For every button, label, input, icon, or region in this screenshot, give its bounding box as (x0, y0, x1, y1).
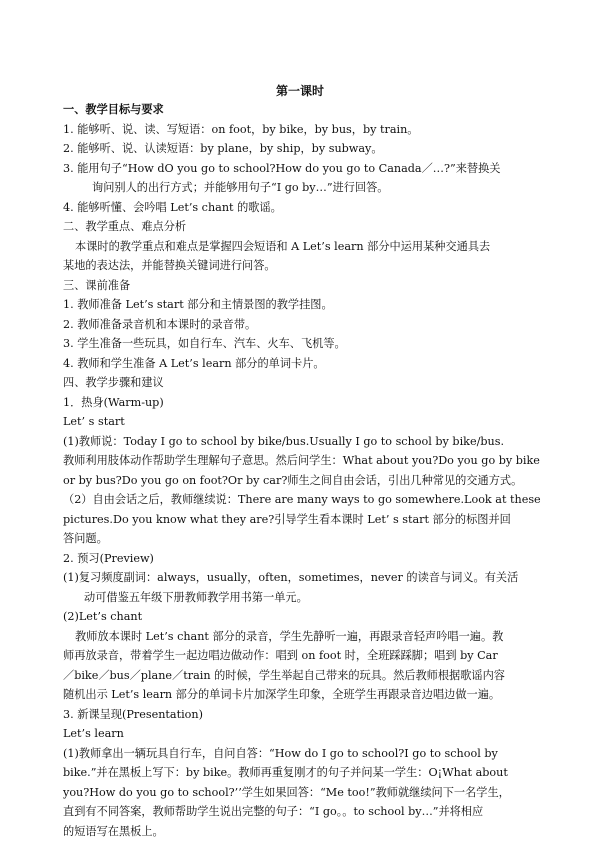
prep-item-2: 2. 教师准备录音机和本课时的录音带。 (63, 317, 257, 331)
goal-item-1: 1. 能够听、说、读、写短语：on foot，by bike，by bus，by train。 (63, 122, 419, 136)
step-2-para-5: ／bike／bus／plane／train 的时候，学生举起自己带来的玩具。然后教师根据歌谣内容 (63, 668, 505, 682)
prep-item-1: 1. 教师准备 Let’s start 部分和主情景图的教学挂图。 (63, 298, 333, 311)
step-1-para-5: pictures.Do you know what they are?引导学生看本课时 Let’ s start 部分的标图并回 (63, 512, 511, 526)
goal-item-3-cont: 询问别人的出行方式；并能够用句子“I go by…”进行回答。 (92, 181, 389, 194)
step-2-para-1: (1)复习频度副词：always，usually，often，sometimes，never 的读音与词义。有关活 (63, 571, 519, 584)
step-3-para-1: (1)教师拿出一辆玩具自行车，自问自答：“How do I go to school?I go to school by (63, 746, 498, 760)
step-3-heading: 3. 新课呈现(Presentation) (63, 707, 203, 721)
step-1-para-2: 教师利用肢体动作帮助学生理解句子意思。然后问学生：What about you?Do you go by bike (63, 454, 540, 467)
section-heading-1: 一、教学目标与要求 (63, 102, 164, 116)
step-2-heading: 2. 预习(Preview) (63, 551, 154, 565)
step-1-para-3: or by bus?Do you go on foot?Or by car?师生之间自由会话，引出几种常见的交通方式。 (63, 473, 523, 487)
step-3-para-3: you?How do you go to school?’’学生如果回答：“Me too!”教师就继续问下一名学生， (63, 785, 510, 799)
prep-item-4: 4. 教师和学生准备 A Let’s learn 部分的单词卡片。 (63, 356, 325, 370)
goal-item-4: 4. 能够听懂、会吟唱 Let’s chant 的歌谣。 (63, 200, 282, 214)
step-3-para-2: bike.”并在黑板上写下：by bike。教师再重复刚才的句子并问某一学生：O¡What about (63, 766, 508, 779)
goal-item-3: 3. 能用句子“How dO you go to school?How do you go to Canada／…?”来替换关 (63, 161, 501, 175)
lets-chant-label: (2)Let’s chant (63, 610, 143, 623)
step-2-para-4: 师再放录音，带着学生一起边唱边做动作：唱到 on foot 时，全班踩踩脚；唱到 by Car (63, 649, 498, 662)
step-3-para-4: 直到有不同答案，教师帮助学生说出完整的句子：“I go。。to school by…”并将相应 (63, 805, 484, 818)
step-3-para-5: 的短语写在黑板上。 (63, 824, 164, 838)
step-2-para-2: 动可借鉴五年级下册教师教学用书第一单元。 (84, 590, 308, 604)
goal-item-2: 2. 能够听、说、认读短语：by plane，by ship，by subway。 (63, 142, 383, 155)
step-1-heading: 1．热身(Warm-up) (63, 395, 164, 409)
section-heading-4: 四、教学步骤和建议 (63, 376, 164, 389)
lets-start-label: Let’ s start (63, 415, 125, 428)
step-1-para-1: (1)教师说：Today I go to school by bike/bus.Usually I go to school by bike/bus. (63, 434, 504, 448)
prep-item-3: 3. 学生准备一些玩具，如自行车、汽车、火车、飞机等。 (63, 337, 346, 350)
section-heading-2: 二、教学重点、难点分析 (63, 220, 187, 233)
lesson-title: 第一课时 (275, 84, 324, 98)
step-1-para-4: （2）自由会话之后，教师继续说：There are many ways to go somewhere.Look at these (63, 493, 541, 506)
key-points-para-1: 本课时的教学重点和难点是掌握四会短语和 A Let’s learn 部分中运用某种交通具去 (75, 239, 491, 253)
key-points-para-2: 某地的表达法，并能替换关键词进行问答。 (63, 259, 276, 272)
step-1-para-6: 答问题。 (63, 532, 108, 545)
step-2-para-6: 随机出示 Let’s learn 部分的单词卡片加深学生印象，全班学生再跟录音边唱边做一遍。 (63, 688, 501, 701)
lets-learn-label: Let’s learn (63, 727, 124, 740)
section-heading-3: 三、课前准备 (63, 278, 131, 292)
step-2-para-3: 教师放本课时 Let’s chant 部分的录音，学生先静听一遍，再跟录音轻声吟唱一遍。教 (75, 629, 504, 643)
